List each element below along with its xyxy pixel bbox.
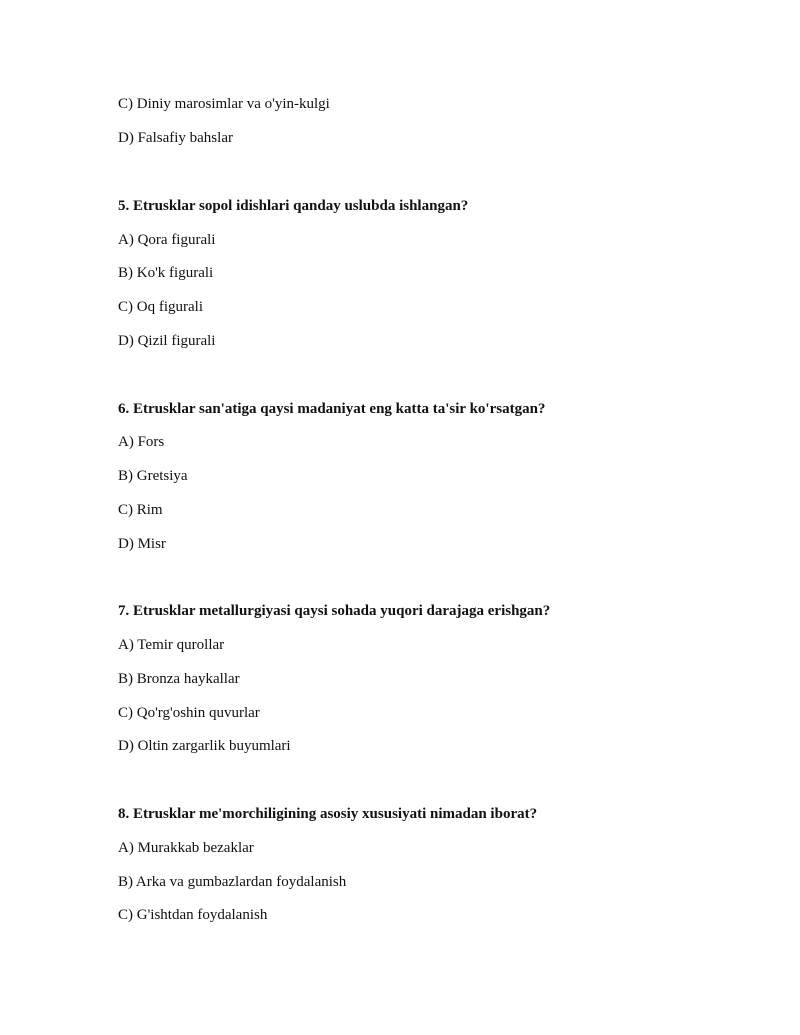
question-8: 8. Etrusklar me'morchiligining asosiy xususiyati nimadan iborat? xyxy=(118,806,538,822)
option-b-q6: B) Gretsiya xyxy=(118,468,188,484)
option-c-q4: C) Diniy marosimlar va o'yin-kulgi xyxy=(118,96,330,112)
question-5: 5. Etrusklar sopol idishlari qanday uslubda ishlangan? xyxy=(118,198,469,214)
option-c-q5: C) Oq figurali xyxy=(118,299,203,315)
option-a-q5: A) Qora figurali xyxy=(118,232,216,248)
option-d-q5: D) Qizil figurali xyxy=(118,333,216,349)
option-d-q7: D) Oltin zargarlik buyumlari xyxy=(118,738,291,754)
option-a-q7: A) Temir qurollar xyxy=(118,637,225,653)
option-a-q8: A) Murakkab bezaklar xyxy=(118,840,254,856)
question-7: 7. Etrusklar metallurgiyasi qaysi sohada yuqori darajaga erishgan? xyxy=(118,603,551,619)
option-b-q5: B) Ko'k figurali xyxy=(118,265,214,281)
option-b-q7: B) Bronza haykallar xyxy=(118,671,240,687)
option-a-q6: A) Fors xyxy=(118,434,165,450)
option-b-q8: B) Arka va gumbazlardan foydalanish xyxy=(118,874,347,890)
option-c-q8: C) G'ishtdan foydalanish xyxy=(118,907,268,923)
question-6: 6. Etrusklar san'atiga qaysi madaniyat eng katta ta'sir ko'rsatgan? xyxy=(118,401,546,417)
option-d-q4: D) Falsafiy bahslar xyxy=(118,130,233,146)
option-c-q7: C) Qo'rg'oshin quvurlar xyxy=(118,705,260,721)
option-c-q6: C) Rim xyxy=(118,502,163,518)
option-d-q6: D) Misr xyxy=(118,536,166,552)
